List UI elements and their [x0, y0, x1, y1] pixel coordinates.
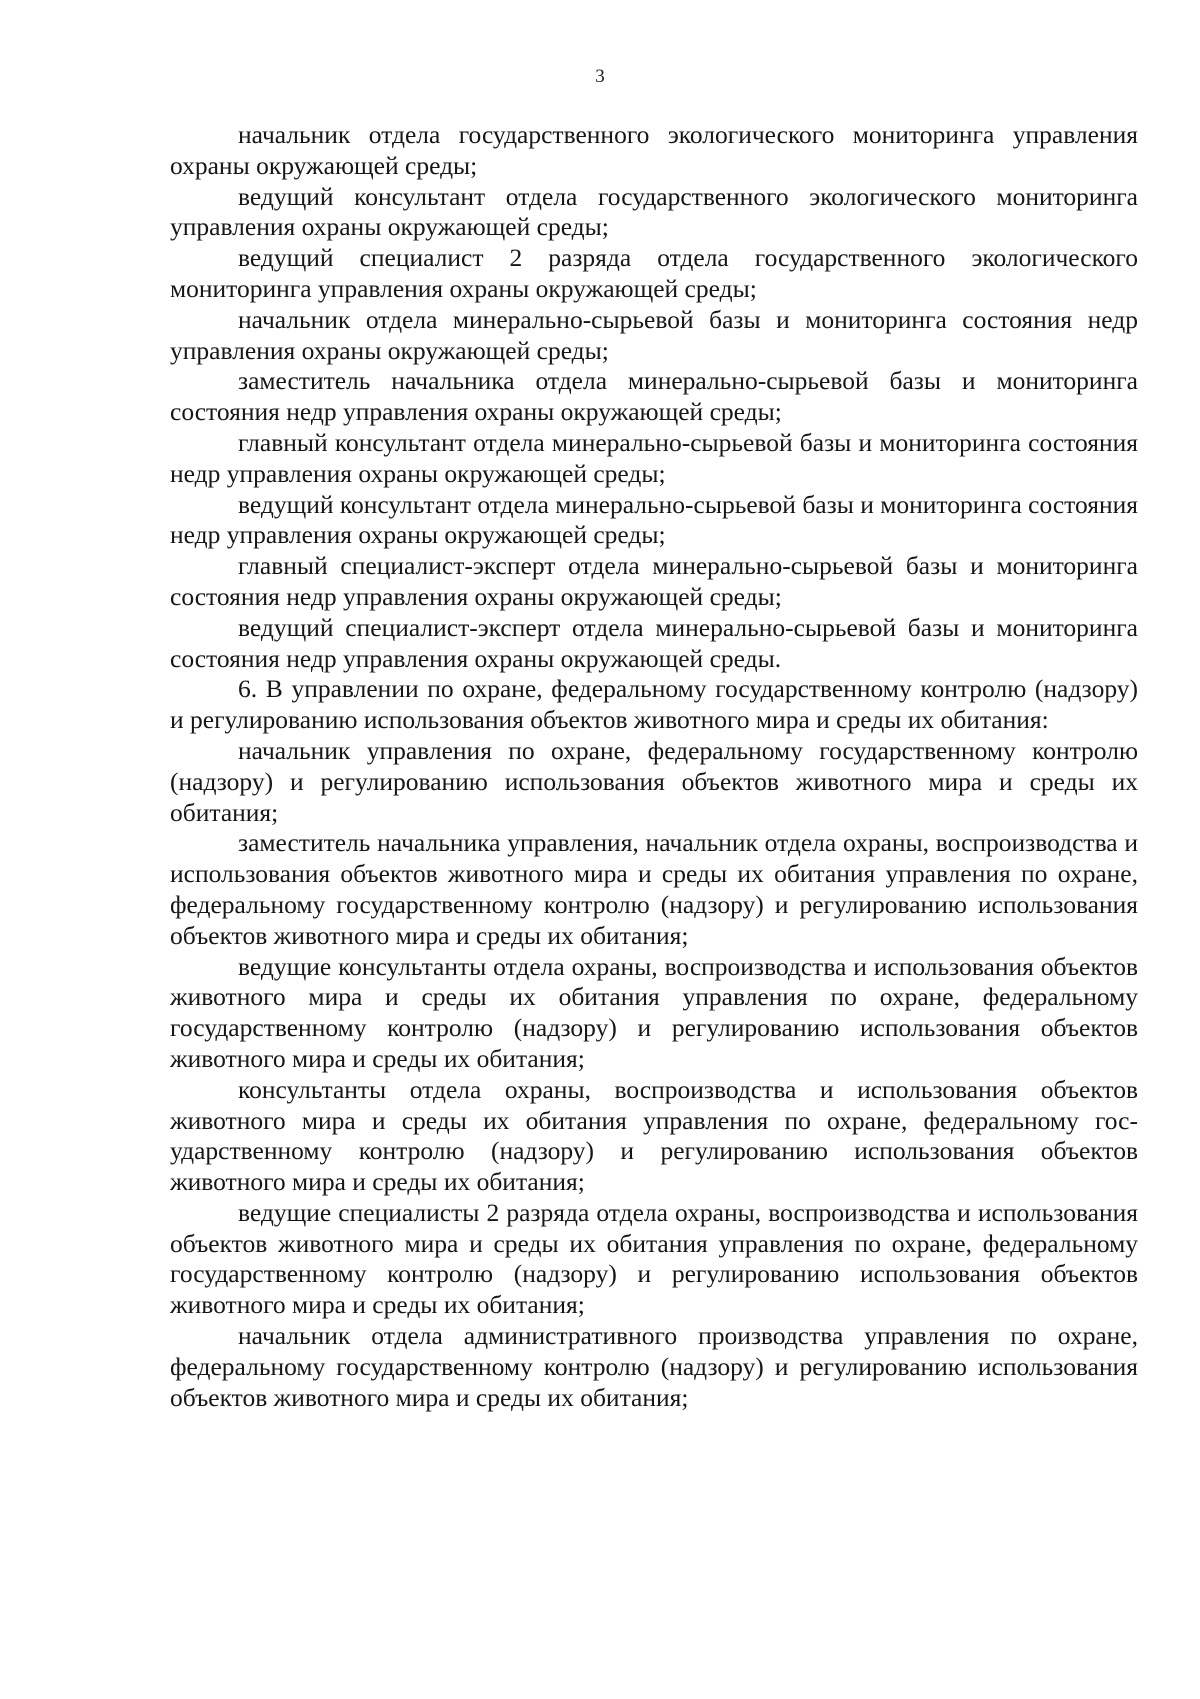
- document-body: [170, 120, 1138, 1413]
- paragraph: ведущий специалист-эксперт отдела минерально-сырьевой базы и мониторинга состояния недр управления охраны окружающей среды.: [170, 612, 1138, 673]
- paragraph: ведущий специалист 2 разряда отдела государственного экологического мониторинга управления охраны окружающей среды;: [170, 243, 1138, 303]
- paragraph: консультанты отдела охраны, воспроизводства и использования объектов животного мира и среды их обитания управления по охране, федеральному государственному контролю (надзору) и регулированию использования объектов животного мира и среды их обитания;: [170, 1074, 1138, 1197]
- paragraph: заместитель начальника отдела минерально-сырьевой базы и мониторинга состояния недр управления охраны окружающей среды;: [170, 366, 1138, 427]
- page-number: 3: [595, 66, 605, 87]
- paragraph: ведущий консультант отдела государственного экологического мониторинга управления охраны окружающей среды;: [170, 181, 1138, 242]
- paragraph: ведущие консультанты отдела охраны, воспроизводства и использования объектов животного мира и среды их обитания управления по охране, федеральному государственному контролю (надзору) и регулированию использования объектов животного мира и среды их обитания;: [170, 951, 1138, 1073]
- paragraph: начальник отдела административного производства управления по охране, федеральному государственному контролю (надзору) и регулированию использования объектов животного мира и среды их обитания;: [170, 1321, 1138, 1412]
- paragraph: главный специалист-эксперт отдела минерально-сырьевой базы и мониторинга состояния недр управления охраны окружающей среды;: [170, 551, 1138, 611]
- paragraph: ведущие специалисты 2 разряда отдела охраны, воспроизводства и использования объектов животного мира и среды их обитания управления по охране, федеральному государственному контролю (надзору) и регулированию использования объектов животного мира и среды их обитания;: [170, 1197, 1138, 1320]
- paragraph: начальник отдела государственного экологического мониторинга управления охраны окружающей среды;: [170, 120, 1138, 180]
- paragraph: начальник отдела минерально-сырьевой базы и мониторинга состояния недр управления охраны окружающей среды;: [170, 304, 1138, 365]
- paragraph: ведущий консультант отдела минерально-сырьевой базы и мониторинга состояния недр управления охраны окружающей среды;: [170, 489, 1138, 550]
- paragraph: главный консультант отдела минерально-сырьевой базы и мониторинга состояния недр управления охраны окружающей среды;: [170, 427, 1138, 488]
- paragraph: заместитель начальника управления, начальник отдела охраны, воспроизводства и использования объектов животного мира и среды их обитания управления по охране, федеральному государственному контролю (надзору) и регулированию использования объектов животного мира и среды их обитания;: [170, 828, 1138, 950]
- paragraph: начальник управления по охране, федеральному государственному контролю (надзору) и регулированию использования объектов животного мира и среды их обитания;: [170, 735, 1138, 827]
- section-heading-paragraph: 6. В управлении по охране, федеральному государственному контролю (надзору) и регулированию использования объектов животного мира и среды их обитания:: [170, 674, 1138, 735]
